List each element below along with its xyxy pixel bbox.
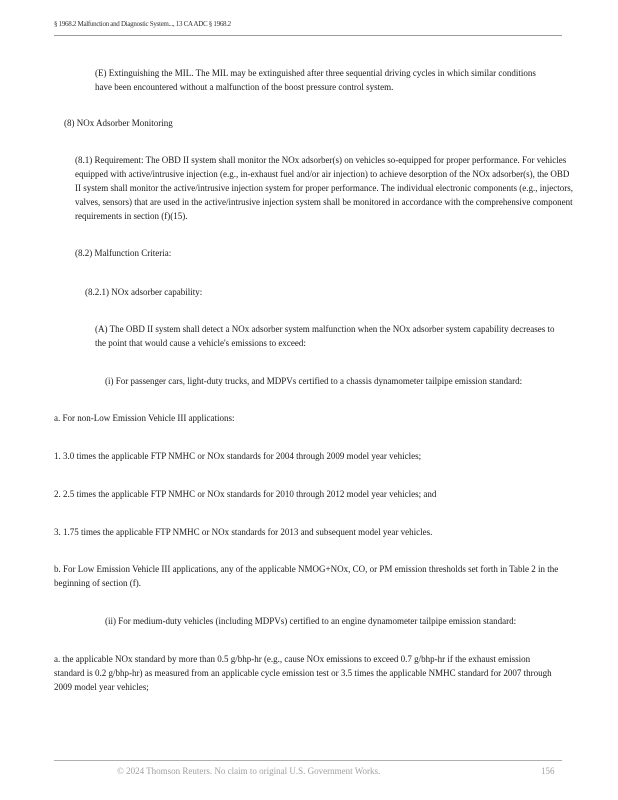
paragraph-b-lev-iii: b. For Low Emission Vehicle III applications, any of the applicable NMOG+NOx, CO, or PM emission thresholds set forth in Table 2 in the beginning of section (f). — [54, 564, 559, 588]
list-item-1: 1. 3.0 times the applicable FTP NMHC or NOx standards for 2004 through 2009 model year vehicles; — [54, 451, 422, 461]
paragraph-a-non-lev-iii: a. For non-Low Emission Vehicle III applications: — [54, 413, 235, 423]
footer-copyright: © 2024 Thomson Reuters. No claim to original U.S. Government Works. — [117, 766, 381, 776]
paragraph-a-medium-duty-nox: a. the applicable NOx standard by more than 0.5 g/bhp-hr (e.g., cause NOx emissions to exceed 0.7 g/bhp-hr if the exhaust emission standard is 0.2 g/bhp-hr) as measured from an applicable cycle emission test or 3.5 times the applicable NMHC standard for 2007 through 2009 model year vehicles; — [54, 654, 552, 692]
paragraph-a-detect-malfunction: (A) The OBD II system shall detect a NOx adsorber system malfunction when the NOx adsorber system capability decreases to the point that would cause a vehicle's emissions to exceed: — [95, 324, 555, 348]
heading-nox-adsorber-monitoring: (8) NOx Adsorber Monitoring — [64, 118, 173, 128]
page-number: 156 — [541, 766, 555, 776]
paragraph-8-2-malfunction-criteria: (8.2) Malfunction Criteria: — [75, 248, 172, 258]
page-header-citation: § 1968.2 Malfunction and Diagnostic System..., 13 CA ADC § 1968.2 — [54, 20, 231, 28]
paragraph-e-extinguish-mil: (E) Extinguishing the MIL. The MIL may be extinguished after three sequential driving cycles in which similar conditions have been encountered without a malfunction of the boost pressure control system. — [95, 68, 536, 92]
paragraph-8-2-1-capability: (8.2.1) NOx adsorber capability: — [85, 287, 203, 297]
list-item-2: 2. 2.5 times the applicable FTP NMHC or NOx standards for 2010 through 2012 model year vehicles; and — [54, 489, 437, 499]
paragraph-8-1-requirement: (8.1) Requirement: The OBD II system shall monitor the NOx adsorber(s) on vehicles so-equipped for proper performance. For vehicles equipped with active/intrusive injection (e.g., in-exhaust fuel and/or air injection) to achieve desorption of the NOx adsorber(s), the OBD II system shall monitor the active/intrusive injection system for proper performance. The individual electronic components (e.g., injectors, valves, sensors) that are used in the active/intrusive injection system shall be monitored in accordance with the comprehensive component requirements in section (f)(15). — [75, 155, 573, 221]
list-item-3: 3. 1.75 times the applicable FTP NMHC or NOx standards for 2013 and subsequent model year vehicles. — [54, 527, 433, 537]
paragraph-i-passenger-cars: (i) For passenger cars, light-duty trucks, and MDPVs certified to a chassis dynamometer tailpipe emission standard: — [105, 376, 523, 386]
paragraph-ii-medium-duty: (ii) For medium-duty vehicles (including MDPVs) certified to an engine dynamometer tailpipe emission standard: — [105, 616, 517, 626]
header-divider — [54, 35, 562, 36]
footer-divider — [54, 760, 562, 761]
